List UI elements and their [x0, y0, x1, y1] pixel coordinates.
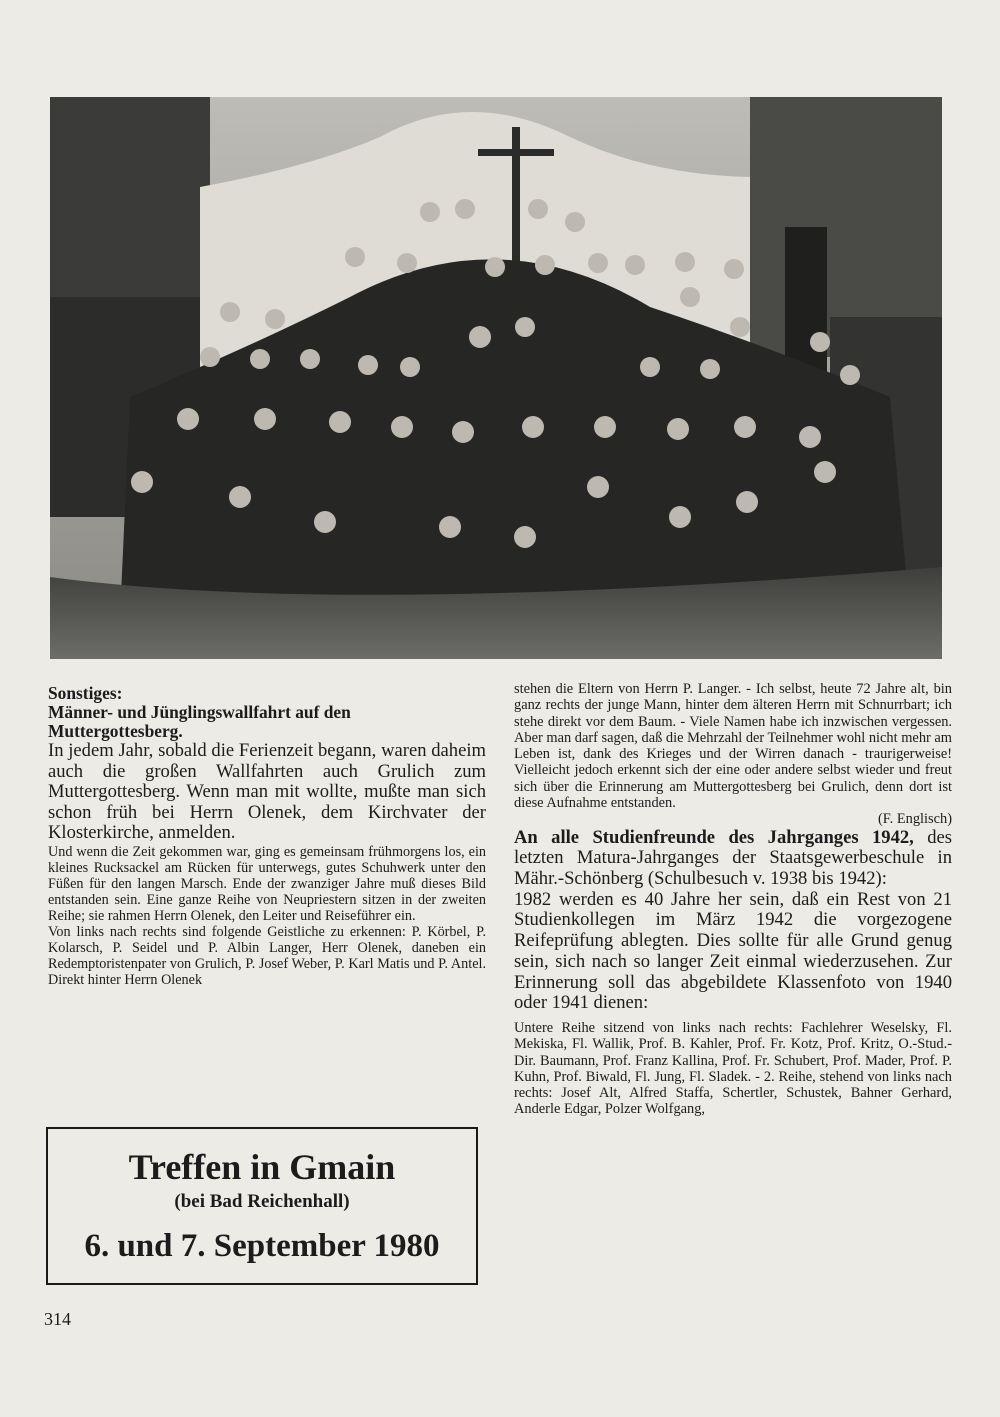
group-photo-image	[50, 97, 942, 659]
article-heading: Männer- und Jünglingswallfahrt auf den Muttergottesberg.	[48, 702, 351, 741]
announcement-subtitle: (bei Bad Reichenhall)	[174, 1191, 350, 1212]
continued-paragraph: stehen die Eltern von Herrn P. Langer. - Ich selbst, heute 72 Jahre alt, bin ganz rechts der junge Mann, hinter dem älteren Herrn mit Schnurrbart; ich stehe direkt vor dem Baum. - Viele Namen habe ich inzwischen vergessen. Aber man darf sagen, daß die Mehrzahl der Teilnehmer wohl nicht mehr am Leben ist, dank des Krieges und der Wirren danach - traurigerweise! Vielleicht jedoch erkennt sich der eine oder andere selbst wieder und freut sich über die Erinnerung am Muttergottesberg bei Grulich, denn dort ist diese Aufnahme entstanden.	[514, 681, 952, 812]
announcement-date: 6. und 7. September 1980	[84, 1228, 440, 1264]
class-list-paragraph: Untere Reihe sitzend von links nach rechts: Fachlehrer Weselsky, Fl. Mekiska, Fl. Wallik, Prof. B. Kahler, Prof. Fr. Kotz, Prof. Kritz, O.-Stud.-Dir. Baumann, Prof. Franz Kallina, Prof. Fr. Schubert, Prof. Mader, Prof. P. Kuhn, Prof. Biwald, Fl. Jung, Fl. Sladek. - 2. Reihe, stehend von links nach rechts: Josef Alt, Alfred Staffa, Schertler, Schustek, Bahner Gerhard, Anderle Edgar, Polzer Wolfgang,	[514, 1020, 952, 1118]
page-number: 314	[44, 1309, 71, 1329]
right-column	[514, 681, 952, 1118]
meeting-announcement-box	[46, 1127, 478, 1285]
body-paragraph: Und wenn die Zeit gekommen war, ging es gemeinsam frühmorgens los, ein kleines Rucksackel am Rücken für unterwegs, gutes Schuhwerk unter den Füßen für den langen Marsch. Ende der zwanziger Jahre muß dieses Bild entstanden sein. Eine ganze Reihe von Neupriestern sitzen in der zweiten Reihe; sie rahmen Herrn Olenek, den Leiter und Reiseführer ein.	[48, 843, 486, 924]
section-label: Sonstiges:	[48, 683, 123, 703]
author-signature: (F. Englisch)	[878, 811, 952, 828]
reunion-paragraph: 1982 werden es 40 Jahre her sein, daß ein Rest von 21 Studienkollegen im März 1942 die vorgezogene Reifeprüfung ablegten. Dies sollte für alle Grund genug sein, sich nach so langer Zeit einmal wiederzusehen. Zur Erinnerung soll das abgebildete Klassenfoto von 1940 oder 1941 dienen:	[514, 888, 952, 1014]
class-heading	[514, 828, 952, 890]
announcement-title: Treffen in Gmain	[128, 1147, 396, 1187]
class-heading-rest: des letzten Matura-Jahrganges der Staatsgewerbeschule in Mähr.-Schönberg (Schulbesuch v. 1938 bis 1942):	[514, 826, 953, 890]
left-column	[48, 684, 486, 988]
names-paragraph: Von links nach rechts sind folgende Geistliche zu erkennen: P. Körbel, P. Kolarsch, P. Seidel und P. Albin Langer, Herr Olenek, daneben ein Redemptoristenpater von Grulich, P. Josef Weber, P. Karl Matis und P. Antel. Direkt hinter Herrn Olenek	[48, 923, 486, 988]
class-heading-bold: An alle Studienfreunde des Jahrganges 1942,	[514, 826, 914, 848]
intro-paragraph: In jedem Jahr, sobald die Ferienzeit begann, waren daheim auch die großen Wallfahrten auch Grulich zum Muttergottesberg. Wenn man mit wollte, mußte man sich schon früh bei Herrn Olenek, dem Kirchvater der Klosterkirche, anmelden.	[48, 740, 486, 844]
group-photo	[50, 97, 942, 659]
